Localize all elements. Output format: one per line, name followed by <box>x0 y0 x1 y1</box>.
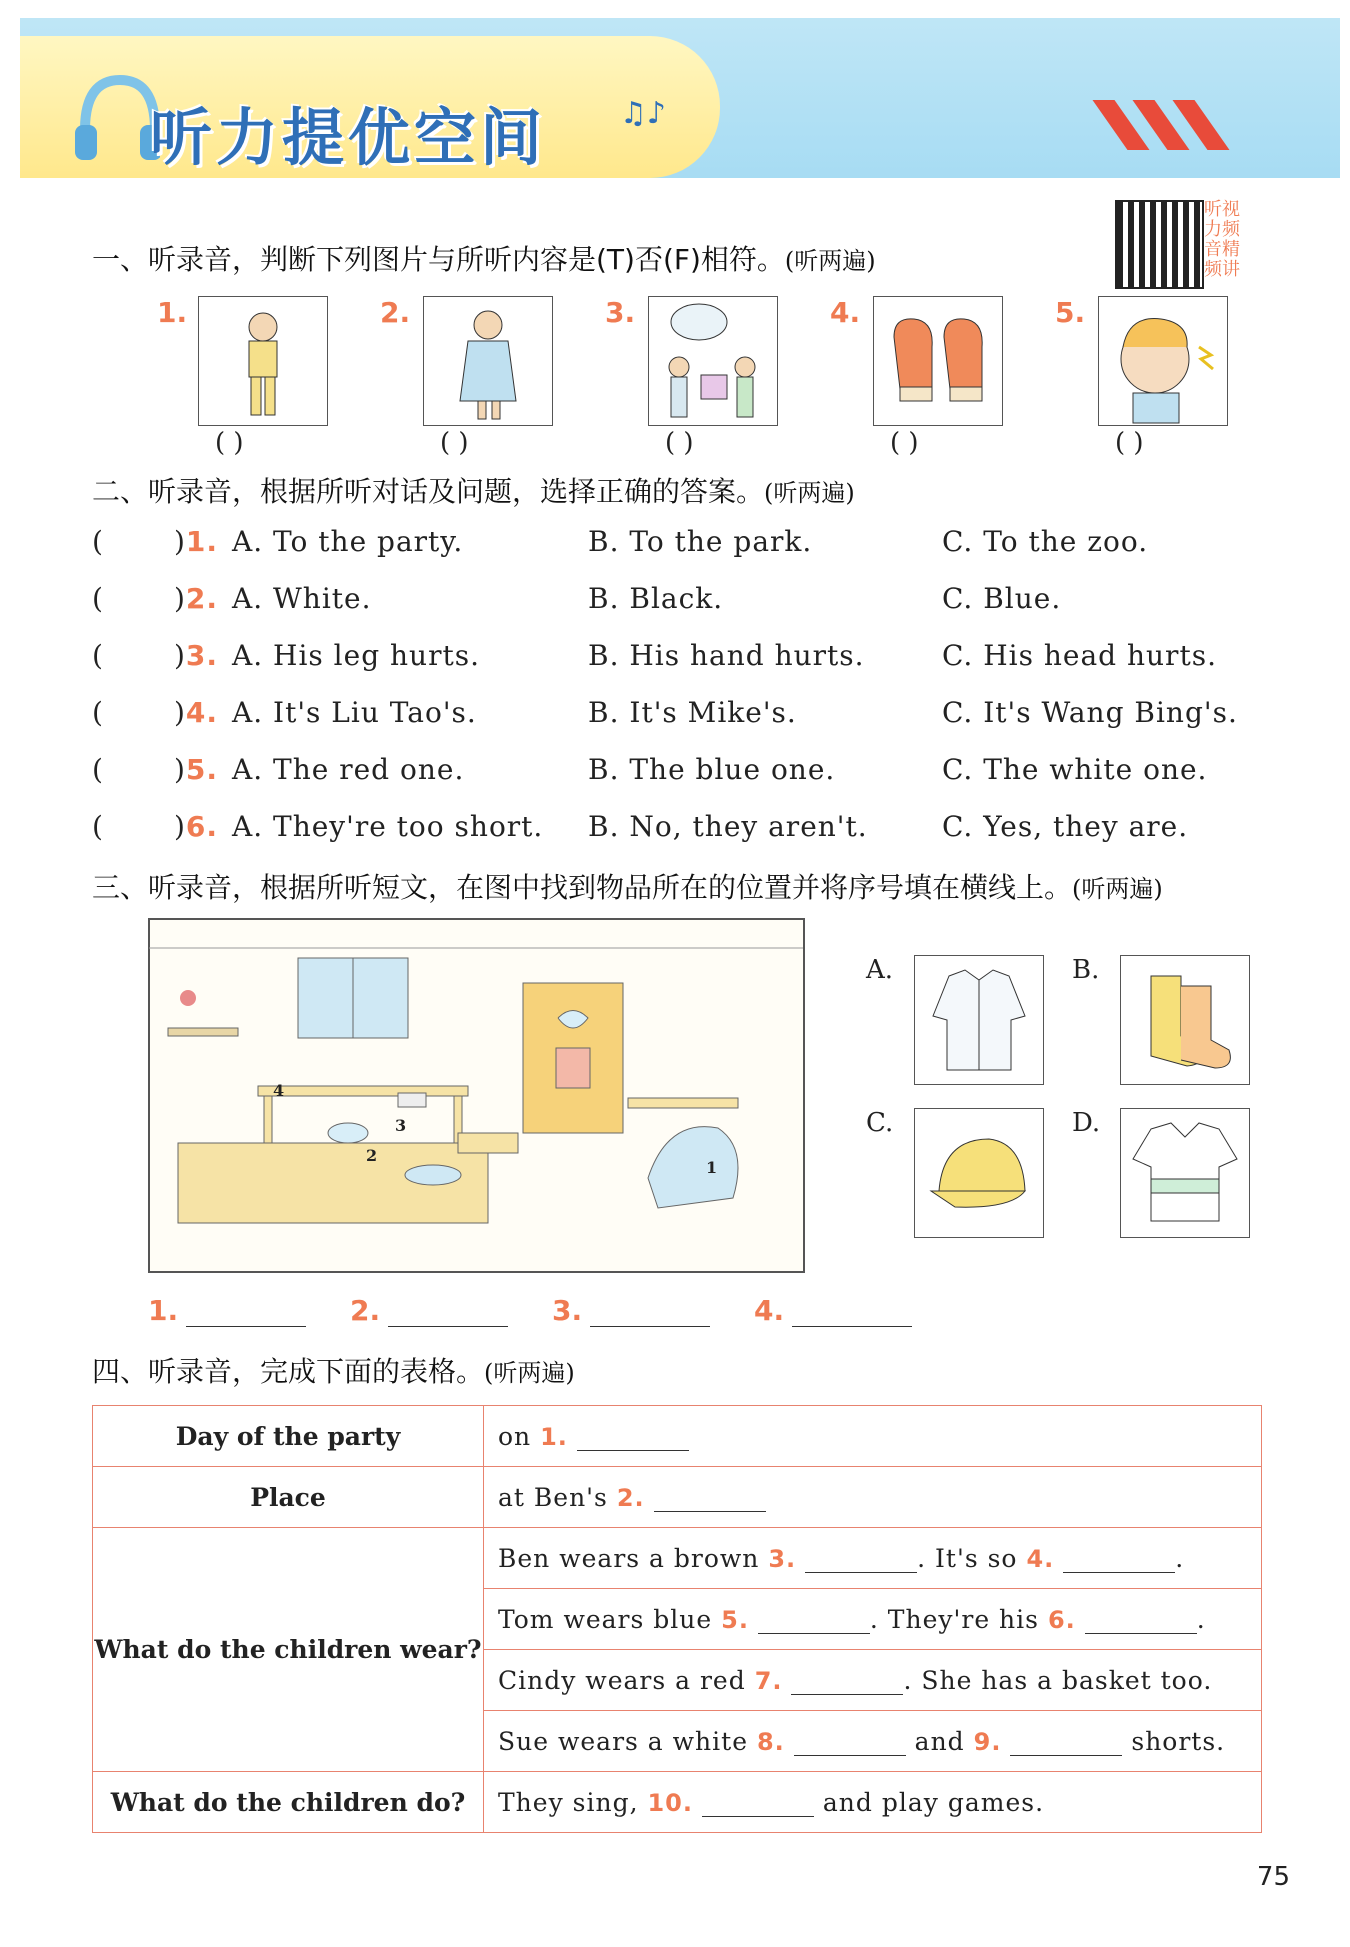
banner-title: 听力提优空间 <box>150 101 547 174</box>
answer-paren[interactable]: ( ) <box>665 428 694 458</box>
option-c[interactable]: C. His head hurts. <box>942 639 1217 672</box>
option-a[interactable]: A. His leg hurts. <box>232 639 480 672</box>
table-header-cell: Place <box>93 1467 484 1528</box>
question-row: ( )6. <box>92 810 218 843</box>
option-c[interactable]: C. Yes, they are. <box>942 810 1189 843</box>
table-row <box>93 1467 1262 1528</box>
option-c[interactable]: C. The white one. <box>942 753 1208 786</box>
table-cell[interactable]: at Ben's 2. <box>484 1467 1262 1528</box>
table-cell[interactable]: Ben wears a brown 3. . It's so 4. . <box>484 1528 1262 1589</box>
item-number: 2. <box>380 296 411 329</box>
table-row <box>93 1406 1262 1467</box>
option-a[interactable]: A. It's Liu Tao's. <box>232 696 477 729</box>
item-number: 4. <box>830 296 861 329</box>
option-b[interactable]: B. The blue one. <box>588 753 836 786</box>
option-c[interactable]: C. Blue. <box>942 582 1062 615</box>
question-row: ( )1. <box>92 525 218 558</box>
room-label: 3 <box>395 1116 407 1135</box>
room-illustration <box>148 918 805 1273</box>
music-note-icon: ♫♪ <box>620 96 667 131</box>
option-b[interactable]: B. No, they aren't. <box>588 810 868 843</box>
picture-family-clothes <box>648 296 778 426</box>
item-number: 5. <box>1055 296 1086 329</box>
option-b[interactable]: B. Black. <box>588 582 724 615</box>
answer-paren[interactable]: ( ) <box>440 428 469 458</box>
option-b[interactable]: B. It's Mike's. <box>588 696 797 729</box>
option-label: C. <box>866 1108 894 1138</box>
table-header-cell: What do the children wear? <box>93 1528 484 1772</box>
picture-gloves <box>873 296 1003 426</box>
option-c[interactable]: C. To the zoo. <box>942 525 1149 558</box>
table-cell[interactable]: Cindy wears a red 7. . She has a basket too. <box>484 1650 1262 1711</box>
answer-paren[interactable]: ( ) <box>215 428 244 458</box>
question-row: ( )4. <box>92 696 218 729</box>
picture-girl-dress <box>423 296 553 426</box>
option-a[interactable]: A. The red one. <box>232 753 465 786</box>
answer-line[interactable]: 3. <box>552 1294 710 1327</box>
option-c[interactable]: C. It's Wang Bing's. <box>942 696 1238 729</box>
room-label: 4 <box>273 1081 285 1100</box>
question-row: ( )2. <box>92 582 218 615</box>
option-a[interactable]: A. To the party. <box>232 525 464 558</box>
table-row <box>93 1772 1262 1833</box>
answer-line[interactable]: 2. <box>350 1294 508 1327</box>
answer-paren[interactable]: ( ) <box>1115 428 1144 458</box>
option-a[interactable]: A. They're too short. <box>232 810 544 843</box>
party-table <box>92 1405 1262 1833</box>
option-cap <box>914 1108 1044 1238</box>
qr-label: 听视力频音精频讲 <box>1204 199 1240 280</box>
option-label: B. <box>1072 955 1100 985</box>
item-number: 3. <box>605 296 636 329</box>
question-row: ( )5. <box>92 753 218 786</box>
table-cell[interactable]: on 1. <box>484 1406 1262 1467</box>
option-b[interactable]: B. To the park. <box>588 525 813 558</box>
answer-paren[interactable]: ( ) <box>890 428 919 458</box>
option-label: D. <box>1072 1108 1101 1138</box>
answer-line[interactable]: 1. <box>148 1294 306 1327</box>
option-jacket <box>914 955 1044 1085</box>
table-cell[interactable]: Tom wears blue 5. . They're his 6. . <box>484 1589 1262 1650</box>
room-label: 2 <box>366 1146 378 1165</box>
table-row <box>93 1528 1262 1589</box>
picture-boy-toothache <box>1098 296 1228 426</box>
table-header-cell: Day of the party <box>93 1406 484 1467</box>
headphones-icon <box>70 70 160 170</box>
option-tshirt <box>1120 1108 1250 1238</box>
section3-title: 三、听录音，根据所听短文，在图中找到物品所在的位置并将序号填在横线上。(听两遍) <box>92 871 1163 904</box>
option-a[interactable]: A. White. <box>232 582 372 615</box>
section1-title: 一、听录音，判断下列图片与所听内容是(T)否(F)相符。(听两遍) <box>92 243 876 276</box>
section4-title: 四、听录音，完成下面的表格。(听两遍) <box>92 1355 575 1388</box>
page-number: 75 <box>1256 1862 1290 1892</box>
room-label: 1 <box>706 1158 718 1177</box>
table-cell[interactable]: Sue wears a white 8. and 9. shorts. <box>484 1711 1262 1772</box>
question-row: ( )3. <box>92 639 218 672</box>
picture-girl-standing <box>198 296 328 426</box>
option-label: A. <box>866 955 894 985</box>
table-header-cell: What do the children do? <box>93 1772 484 1833</box>
answer-line[interactable]: 4. <box>754 1294 912 1327</box>
option-socks <box>1120 955 1250 1085</box>
option-b[interactable]: B. His hand hurts. <box>588 639 865 672</box>
item-number: 1. <box>157 296 188 329</box>
table-cell[interactable]: They sing, 10. and play games. <box>484 1772 1262 1833</box>
section2-title: 二、听录音，根据所听对话及问题，选择正确的答案。(听两遍) <box>92 475 855 508</box>
qr-code[interactable] <box>1115 200 1204 289</box>
